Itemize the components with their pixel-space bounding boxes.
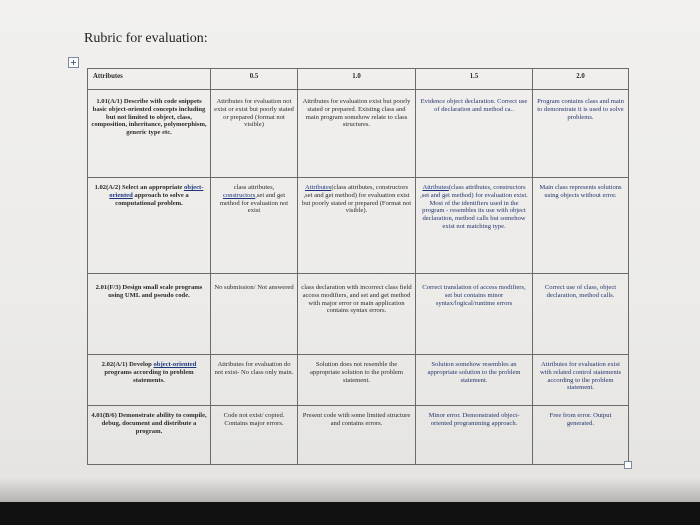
page-title: Rubric for evaluation:: [84, 31, 208, 46]
cell-text: ,set and get method for evaluation not exist: [219, 191, 289, 215]
criterion-text: 2.02(A/1) Develop: [101, 361, 152, 368]
spellcheck-word[interactable]: Attributes: [304, 184, 332, 191]
score-cell: Solution does not resemble the appropriate solution to the problem statement.: [298, 355, 416, 406]
score-cell: Attributes for evaluation do not exist- No class only main.: [211, 355, 298, 406]
score-cell: Attributes for evaluation not exist or exist but poorly stated or prepared (format not visible): [211, 90, 298, 178]
criterion-text: 1.02(A/2) Select an appropriate: [94, 184, 183, 191]
table-row: [88, 90, 629, 178]
spellcheck-word[interactable]: object-oriented: [109, 184, 204, 199]
score-cell: Correct use of class, object declaration, method calls.: [533, 274, 629, 355]
criterion-cell: 2.01(F/3) Design small scale programs using UML and pseudo code.: [88, 274, 211, 355]
score-cell: [416, 178, 533, 274]
criterion-cell: 1.01(A/1) Describe with code snippets basic object-oriented concepts including but not limited to object, class, composition, inheritance, polymorphism, generic type etc.: [88, 90, 211, 178]
header-score-2-0: 2.0: [533, 69, 629, 90]
table-resize-handle-icon[interactable]: [624, 461, 632, 469]
score-cell: Main class represents solutions using objects without error.: [533, 178, 629, 274]
score-cell: Minor error. Demonstrated object-oriented programming approach.: [416, 406, 533, 465]
table-row: [88, 355, 629, 406]
header-score-1-0: 1.0: [298, 69, 416, 90]
table-row: [88, 178, 629, 274]
score-cell: [211, 178, 298, 274]
cell-text: (class attributes, constructors ,set and get method) for evaluation exist but poorly stated or prepared (Format not visible).: [301, 184, 412, 215]
header-score-0-5: 0.5: [211, 69, 298, 90]
spellcheck-word[interactable]: Attributes: [422, 184, 449, 191]
page-shadow: [0, 478, 700, 502]
table-row: [88, 406, 629, 465]
table-header-row: [88, 69, 629, 90]
score-cell: Program contains class and main to demonstrate it is used to solve problems.: [533, 90, 629, 178]
score-cell: Attributes for evaluation exist but poorly stated or prepared. Existing class and main program somehow relate to class structures.: [298, 90, 416, 178]
table-row: [88, 274, 629, 355]
criterion-cell: 4.01(B/6) Demonstrate ability to compile, debug, document and distribute a program.: [88, 406, 211, 465]
table-move-handle-icon[interactable]: [68, 57, 79, 68]
score-cell: Code not exist/ copied. Contains major errors.: [211, 406, 298, 465]
rubric-table: [87, 68, 629, 465]
score-cell: Present code with some limited structure and contains errors.: [298, 406, 416, 465]
criterion-text: programs according to problem statements.: [104, 368, 194, 384]
score-cell: class declaration with incorrect class field access modifiers, and set and get method with major error or main application contains syntax errors.: [298, 274, 416, 355]
header-score-1-5: 1.5: [416, 69, 533, 90]
score-cell: [298, 178, 416, 274]
criterion-cell: [88, 178, 211, 274]
score-cell: Solution somehow resembles an appropriate solution to the problem statement.: [416, 355, 533, 406]
score-cell: Correct translation of access modifiers, set but contains minor syntax/logical/runtime errors: [416, 274, 533, 355]
spellcheck-word[interactable]: constructors: [222, 191, 256, 199]
score-cell: No submission/ Not answered: [211, 274, 298, 355]
score-cell: Free from error. Output generated.: [533, 406, 629, 465]
spellcheck-word[interactable]: object-oriented: [153, 361, 197, 368]
score-cell: Evidence object declaration. Correct use of declaration and method ca..: [416, 90, 533, 178]
criterion-cell: [88, 355, 211, 406]
criterion-text: approach to solve a computational problem.: [115, 191, 189, 207]
header-attributes: Attributes: [88, 69, 211, 90]
score-cell: Attributes for evaluation exist with related control statements according to the problem statement.: [533, 355, 629, 406]
cell-text: class attributes,: [233, 184, 275, 191]
cell-text: (class attributes, constructors ,set and get method) for evaluation exist. Most of the identifiers used in the program - resembles its use with object declaration, method calls but somehow exist not matching type.: [420, 184, 528, 230]
